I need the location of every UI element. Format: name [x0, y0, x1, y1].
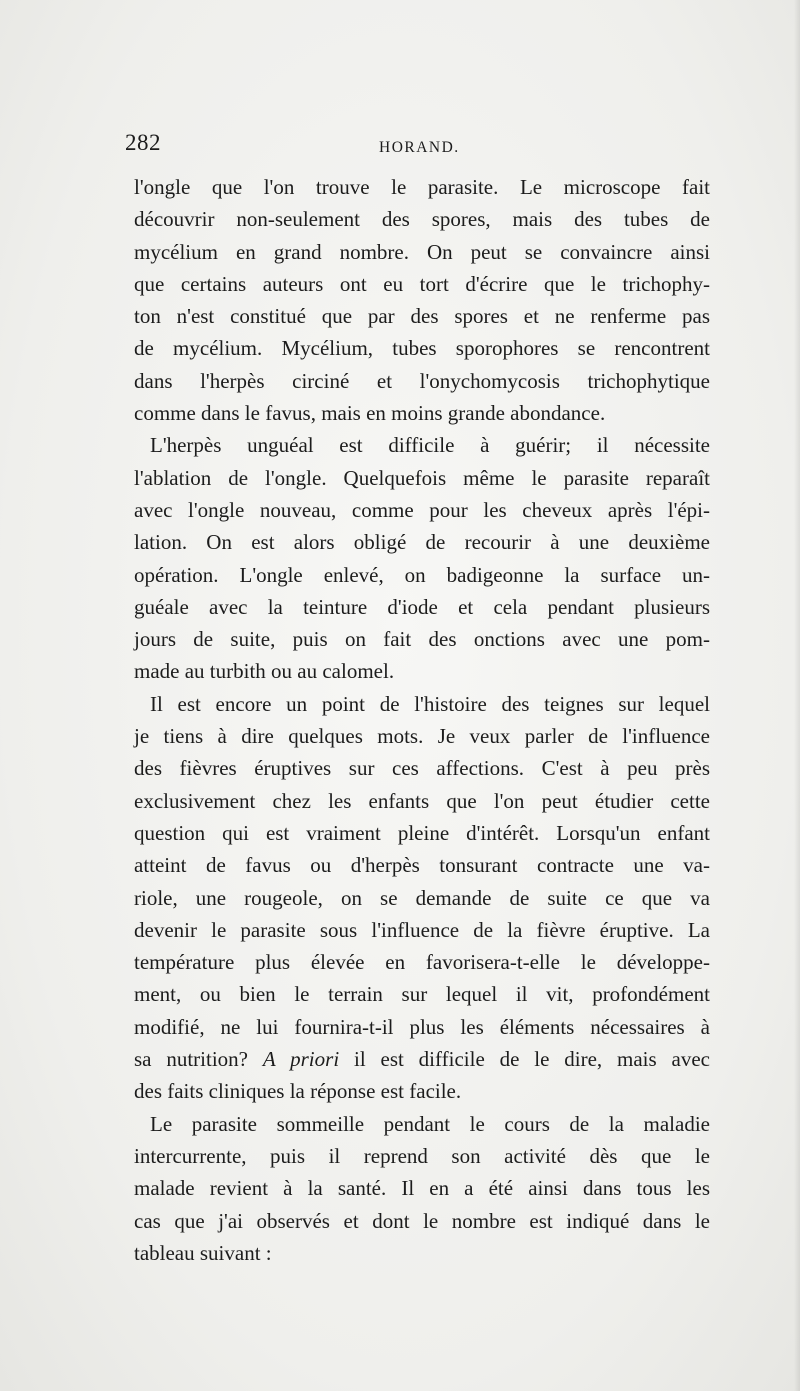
text-line: ton n'est constitué que par des spores et ne renferme pas — [134, 304, 710, 329]
text-line: dans l'herpès circiné et l'onychomycosis trichophytique — [134, 368, 710, 393]
page-header — [125, 130, 710, 170]
text-line: avec l'ongle nouveau, comme pour les cheveux après l'épi- — [134, 497, 710, 522]
text-line: découvrir non-seulement des spores, mais des tubes de — [134, 207, 710, 232]
text-line: je tiens à dire quelques mots. Je veux parler de l'influence — [134, 724, 710, 749]
text-line: modifié, ne lui fournira-t-il plus les éléments nécessaires à — [134, 1014, 710, 1039]
paragraph-end-line: made au turbith ou au calomel. — [134, 659, 395, 684]
paragraph-end-line: tableau suivant : — [134, 1240, 272, 1265]
paragraph-start-line: L'herpès unguéal est difficile à guérir; il nécessite — [150, 433, 710, 458]
text-line: devenir le parasite sous l'influence de la fièvre éruptive. La — [134, 917, 710, 942]
text-line: guéale avec la teinture d'iode et cela pendant plusieurs — [134, 594, 710, 619]
text-line: cas que j'ai observés et dont le nombre est indiqué dans le — [134, 1208, 710, 1233]
text-line: malade revient à la santé. Il en a été ainsi dans tous les — [134, 1176, 710, 1201]
text-line: opération. L'ongle enlevé, on badigeonne la surface un- — [134, 562, 710, 587]
text-line: que certains auteurs ont eu tort d'écrire que le trichophy- — [134, 271, 710, 296]
text-line: question qui est vraiment pleine d'intérêt. Lorsqu'un enfant — [134, 820, 710, 845]
text-line: température plus élevée en favorisera-t-elle le développe- — [134, 950, 710, 975]
text-segment: sa nutrition? — [134, 1047, 263, 1072]
page-number: 282 — [125, 130, 161, 155]
text-line: lation. On est alors obligé de recourir à une deuxième — [134, 530, 710, 555]
page-edge-shadow — [794, 0, 800, 1391]
paragraph-start-line: Il est encore un point de l'histoire des teignes sur lequel — [150, 691, 710, 716]
text-line: l'ablation de l'ongle. Quelquefois même le parasite reparaît — [134, 465, 710, 490]
text-line: jours de suite, puis on fait des onctions avec une pom- — [134, 627, 710, 652]
paragraph-end-line: comme dans le favus, mais en moins grande abondance. — [134, 401, 606, 426]
text-line: atteint de favus ou d'herpès tonsurant contracte une va- — [134, 853, 710, 878]
text-line: de mycélium. Mycélium, tubes sporophores se rencontrent — [134, 336, 710, 361]
italic-phrase: A priori — [262, 1047, 340, 1072]
running-head: HORAND. — [379, 139, 460, 156]
text-line: ment, ou bien le terrain sur lequel il vit, profondément — [134, 982, 710, 1007]
text-line: l'ongle que l'on trouve le parasite. Le microscope fait — [134, 175, 710, 199]
text-line: mycélium en grand nombre. On peut se convaincre ainsi — [134, 239, 710, 264]
text-line: riole, une rougeole, on se demande de suite ce que va — [134, 885, 710, 910]
body-text — [134, 171, 710, 1269]
text-line-with-italic — [134, 1043, 710, 1075]
text-line: intercurrente, puis il reprend son activité dès que le — [134, 1143, 710, 1168]
text-segment: il est difficile de le dire, mais avec — [339, 1047, 710, 1072]
paragraph-end-line: des faits cliniques la réponse est facile. — [134, 1079, 462, 1104]
text-line: des fièvres éruptives sur ces affections. C'est à peu près — [134, 756, 710, 781]
text-line: exclusivement chez les enfants que l'on peut étudier cette — [134, 788, 710, 813]
paragraph-start-line: Le parasite sommeille pendant le cours de la maladie — [150, 1111, 710, 1136]
